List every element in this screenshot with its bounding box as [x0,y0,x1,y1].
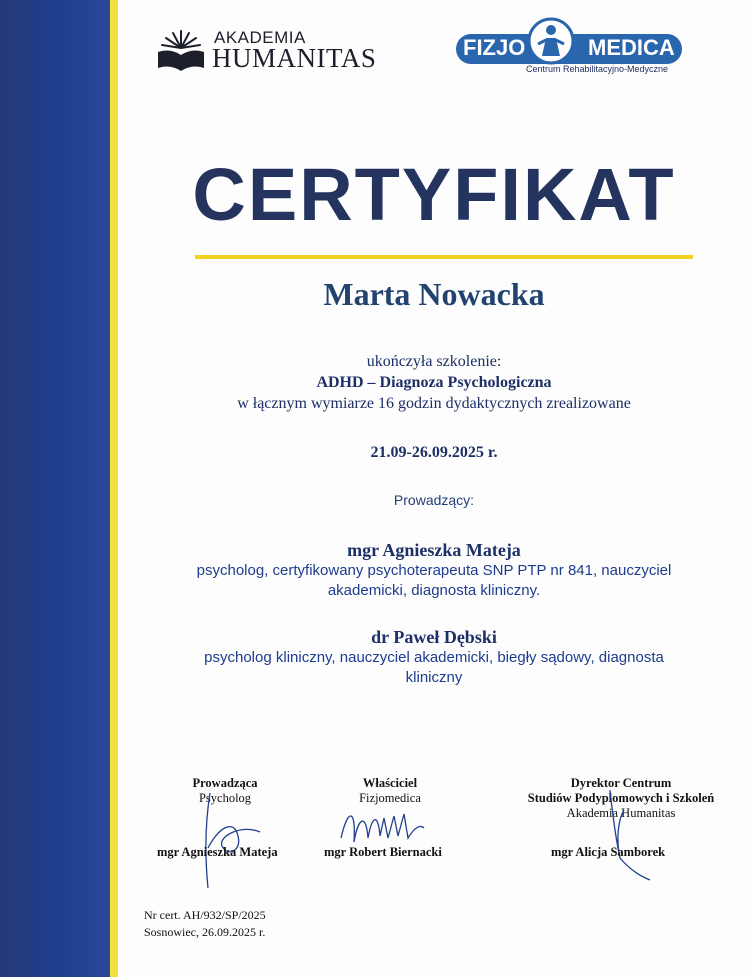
left-yellow-stripe [110,0,118,977]
course-name: ADHD – Diagnoza Psychologiczna [316,374,552,391]
akademia-label: AKADEMIA [214,28,306,47]
signature-2-name: mgr Robert Biernacki [324,845,442,859]
signature-3-role: Dyrektor Centrum [570,776,672,790]
trainer-2-name: dr Paweł Dębski [371,627,497,647]
fizjo-label: FIZJO [463,35,526,60]
signature-3-role2: Studiów Podyplomowych i Szkoleń [527,791,715,805]
signature-3-detail: Akademia Humanitas [566,806,676,820]
signature-2-role: Właściciel [362,776,418,790]
left-blue-band [0,0,110,977]
trainer-2-desc-line1: psycholog kliniczny, nauczyciel akademicki, biegły sądowy, diagnosta [204,649,664,666]
title-underline [195,255,693,259]
signature-1-handwritten [198,788,268,898]
signature-1-detail: Psycholog [198,791,252,805]
signature-1-role: Prowadząca [192,776,258,790]
trainer-1-name: mgr Agnieszka Mateja [347,540,521,560]
fizjomedica-logo [456,14,692,78]
fizjomedica-subtitle: Centrum Rehabilitacyjno-Medyczne [526,64,669,74]
trainers-label: Prowadzący: [393,492,475,508]
trainer-2-desc-line2: kliniczny [405,669,463,686]
signature-3-name: mgr Alicja Samborek [551,845,666,859]
humanitas-label: HUMANITAS [212,43,377,73]
course-scope: w łącznym wymiarze 16 godzin dydaktycznych zrealizowane [237,395,631,412]
certificate-title: CERTYFIKAT [192,153,676,236]
medica-label: MEDICA [588,35,675,60]
recipient-name: Marta Nowacka [323,276,545,312]
trainer-1-desc-line1: psycholog, certyfikowany psychoterapeuta SNP PTP nr 841, nauczyciel [196,562,672,579]
completed-text: ukończyła szkolenie: [366,353,502,370]
open-book-sunburst-icon [156,28,206,74]
trainer-1-desc-line2: akademicki, diagnosta kliniczny. [327,582,541,599]
course-dates: 21.09-26.09.2025 r. [370,444,498,461]
akademia-humanitas-logo [156,26,406,74]
signature-3-handwritten [590,780,660,890]
certificate-number: Nr cert. AH/932/SP/2025 [144,908,266,922]
place-and-date: Sosnowiec, 26.09.2025 r. [144,925,266,939]
certificate-footer [144,907,266,941]
signature-1-name: mgr Agnieszka Mateja [157,845,278,859]
signature-2-detail: Fizjomedica [359,791,421,805]
person-figure-icon [528,16,574,66]
